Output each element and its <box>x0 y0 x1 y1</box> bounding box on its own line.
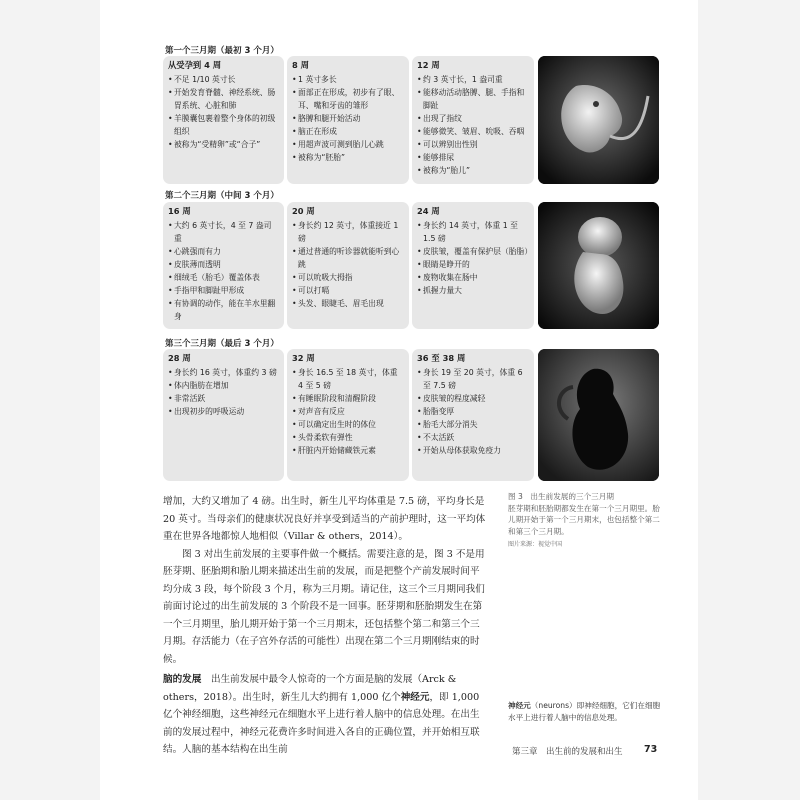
glossary-term: 神经元 <box>508 701 531 710</box>
card-item: • 面部正在形成，初步有了眼、耳、嘴和牙齿的雏形 <box>292 86 404 112</box>
card-item: • 皮肤薄而透明 <box>168 258 279 271</box>
trimester-1-title: 第一个三月期（最初 3 个月） <box>165 46 279 56</box>
card-item: • 抓握力量大 <box>417 284 529 297</box>
card-item: • 被称为“受精卵”或“合子” <box>168 138 279 151</box>
card-item: • 不太活跃 <box>417 431 529 444</box>
card-title: 8 周 <box>292 60 309 70</box>
card-item: • 细绒毛（胎毛）覆盖体表 <box>168 271 279 284</box>
card-item: • 不足 1/10 英寸长 <box>168 73 279 86</box>
keyword: 神经元 <box>400 691 430 703</box>
card-title: 36 至 38 周 <box>417 353 466 363</box>
card-item: • 身长 19 至 20 英寸，体重 6 至 7.5 磅 <box>417 366 529 392</box>
card-title: 28 周 <box>168 353 191 363</box>
paragraph-text: ，即 1,000 亿个神经细胞，这些神经元在细胞水平上进行着人脑中的信息处理。在出生前的发展过程中，神经元花费许多时间进入各自的正确位置，并开始相互联结。人脑的基本结构在出生前 <box>163 691 480 755</box>
card-item: • 胳膊和腿开始活动 <box>292 112 404 125</box>
card-item: • 开始从母体获取免疫力 <box>417 444 529 457</box>
trimester-2-card-2 <box>287 202 409 329</box>
card-item: • 身长约 14 英寸，体重 1 至 1.5 磅 <box>417 219 529 245</box>
card-item: • 通过普通的听诊器就能听到心跳 <box>292 245 404 271</box>
card-item: • 体内脂肪在增加 <box>168 379 279 392</box>
card-title: 12 周 <box>417 60 440 70</box>
card-item: • 有协调的动作，能在羊水里翻身 <box>168 297 279 323</box>
trimester-3-card-2 <box>287 349 409 481</box>
embryo-photo-12-weeks <box>538 56 659 184</box>
card-item: • 头发、眼睫毛、眉毛出现 <box>292 297 404 310</box>
trimester-1-card-2 <box>287 56 409 184</box>
paragraph-text: 出生前发展中最令人惊奇的一个方面是脑的发展（Arck & others，2018）。出生时，新生儿大约拥有 1,000 亿个 <box>163 674 457 703</box>
image-credit: 图片来源：视觉中国 <box>508 541 563 548</box>
card-title: 20 周 <box>292 206 315 216</box>
card-item: • 可以吮吸大拇指 <box>292 271 404 284</box>
body-text <box>163 493 489 759</box>
card-item: • 可以辨别出性别 <box>417 138 529 151</box>
card-item: • 身长约 12 英寸，体重接近 1 磅 <box>292 219 404 245</box>
trimester-3-title: 第三个三月期（最后 3 个月） <box>165 339 279 349</box>
chapter-footer: 第三章 出生前的发展和出生 <box>512 747 623 757</box>
trimester-2-card-1 <box>163 202 284 329</box>
card-item: • 出现初步的呼吸运动 <box>168 405 279 418</box>
trimester-2-card-3 <box>412 202 534 329</box>
card-item: • 可以打嗝 <box>292 284 404 297</box>
card-title: 从受孕到 4 周 <box>168 60 222 70</box>
card-item: • 胎毛大部分消失 <box>417 418 529 431</box>
card-item: • 脑正在形成 <box>292 125 404 138</box>
card-item: • 大约 6 英寸长，4 至 7 盎司重 <box>168 219 279 245</box>
card-item: • 心跳强而有力 <box>168 245 279 258</box>
body-paragraph-3 <box>163 671 489 759</box>
card-item: • 有睡眠阶段和清醒阶段 <box>292 392 404 405</box>
body-paragraph-1: 增加，大约又增加了 4 磅。出生时，新生儿平均体重是 7.5 磅，平均身长是 20 英寸。当母亲们的健康状况良好并享受到适当的产前护理时，这一平均体重在世界各地都惊人地相似（Villar & others，2014）。 <box>163 496 486 542</box>
card-item: • 皮肤皱的程度减轻 <box>417 392 529 405</box>
card-item: • 约 3 英寸长，1 盎司重 <box>417 73 529 86</box>
card-item: • 出现了指纹 <box>417 112 529 125</box>
card-item: • 羊膜囊包裹着整个身体的初级组织 <box>168 112 279 138</box>
card-item: • 废物收集在肠中 <box>417 271 529 284</box>
card-item: • 用超声波可测到胎儿心跳 <box>292 138 404 151</box>
glossary-note <box>508 700 663 723</box>
figure-label: 图 3 出生前发展的三个三月期 <box>508 492 614 501</box>
card-item: • 对声音有反应 <box>292 405 404 418</box>
card-item: • 非常活跃 <box>168 392 279 405</box>
body-paragraph-2: 图 3 对出生前发展的主要事件做一个概括。需要注意的是，图 3 不是用胚芽期、胚胎期和胎儿期来描述出生前的发展，而是把整个产前发展时间平均分成 3 段，每个阶段 3 个月，称为三月期。请记住，这三个三月期同我们前面讨论过的出生前发展的 3 个阶段不是一回事。胚芽期和胚胎期发生在第一个三月期里，胎儿期开始于第一个三月期末，还包括整个第二和第三个三月期。存活能力（在子宫外存活的可能性）出现在第二个三月期刚结束的时候。 <box>163 548 485 665</box>
card-title: 16 周 <box>168 206 191 216</box>
trimester-1-card-3 <box>412 56 534 184</box>
card-title: 32 周 <box>292 353 315 363</box>
fetus-photo-36-weeks <box>538 349 659 481</box>
card-item: • 身长 16.5 至 18 英寸，体重 4 至 5 磅 <box>292 366 404 392</box>
card-item: • 能移动活动胳膊、腿、手指和脚趾 <box>417 86 529 112</box>
page-number: 73 <box>644 744 658 755</box>
card-item: • 1 英寸多长 <box>292 73 404 86</box>
fetus-photo-24-weeks <box>538 202 659 329</box>
card-item: • 身长约 16 英寸，体重约 3 磅 <box>168 366 279 379</box>
trimester-1-card-1 <box>163 56 284 184</box>
card-item: • 肝脏内开始储藏铁元素 <box>292 444 404 457</box>
card-item: • 被称为“胎儿” <box>417 164 529 177</box>
glossary-definition: （neurons）即神经细胞，它们在细胞水平上进行着人脑中的信息处理。 <box>508 701 661 722</box>
card-item: • 可以确定出生时的体位 <box>292 418 404 431</box>
figure-caption-text: 胚芽期和胚胎期都发生在第一个三月期里。胎儿期开始于第一个三月期末，也包括整个第二和第三个三月期。 <box>508 503 660 536</box>
trimester-3-card-3 <box>412 349 534 481</box>
card-item: • 眼睛是睁开的 <box>417 258 529 271</box>
trimester-2-title: 第二个三月期（中间 3 个月） <box>165 191 279 201</box>
section-heading: 脑的发展 <box>163 674 202 685</box>
card-item: • 能够排尿 <box>417 151 529 164</box>
card-item: • 能够微笑、皱眉、吮吸、吞咽 <box>417 125 529 138</box>
card-item: • 皮肤皱，覆盖有保护层（胎脂） <box>417 245 529 258</box>
card-item: • 头骨柔软有弹性 <box>292 431 404 444</box>
card-item: • 开始发育脊髓、神经系统、肠胃系统、心脏和肺 <box>168 86 279 112</box>
card-item: • 手指甲和脚趾甲形成 <box>168 284 279 297</box>
card-item: • 胎脂变厚 <box>417 405 529 418</box>
card-title: 24 周 <box>417 206 440 216</box>
figure-caption <box>508 491 663 551</box>
card-item: • 被称为“胚胎” <box>292 151 404 164</box>
trimester-3-card-1 <box>163 349 284 481</box>
